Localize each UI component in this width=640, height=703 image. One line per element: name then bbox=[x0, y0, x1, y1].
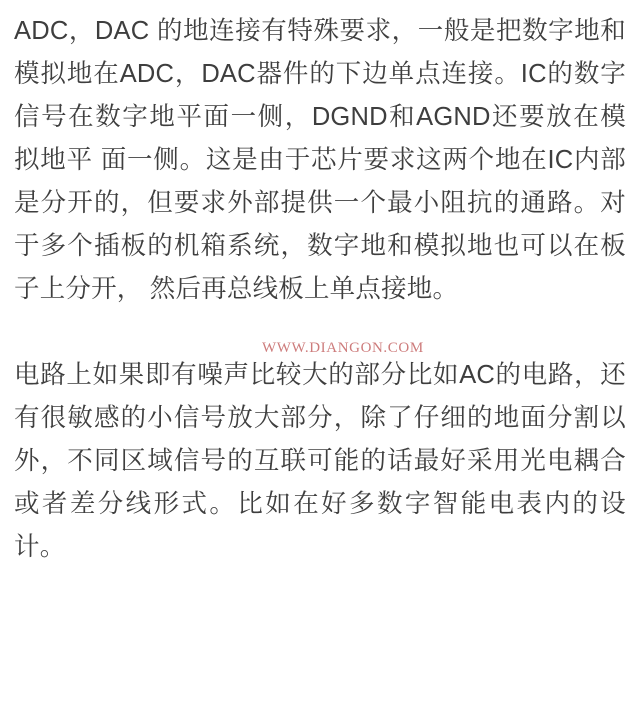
paragraph-1: ADC，DAC 的地连接有特殊要求，一般是把数字地和模拟地在ADC，DAC器件的下边单点连接。IC的数字信号在数字地平面一侧，DGND和AGND还要放在模拟地平 面一侧。这是由于芯片要求这两个地在IC内部是分开的，但要求外部提供一个最小阻抗的通路。对于多个插板的机箱系统，数字地和模拟地也可以在板子上分开， 然后再总线板上单点接地。 bbox=[14, 17, 626, 303]
paragraph-2: 电路上如果即有噪声比较大的部分比如AC的电路，还有很敏感的小信号放大部分，除了仔细的地面分割以外，不同区域信号的互联可能的话最好采用光电耦合或者差分线形式。比如在好多数字智能电表内的设计。 bbox=[14, 361, 626, 561]
watermark-text: WWW.DIANGON.COM bbox=[262, 340, 424, 356]
article-body bbox=[14, 10, 626, 569]
